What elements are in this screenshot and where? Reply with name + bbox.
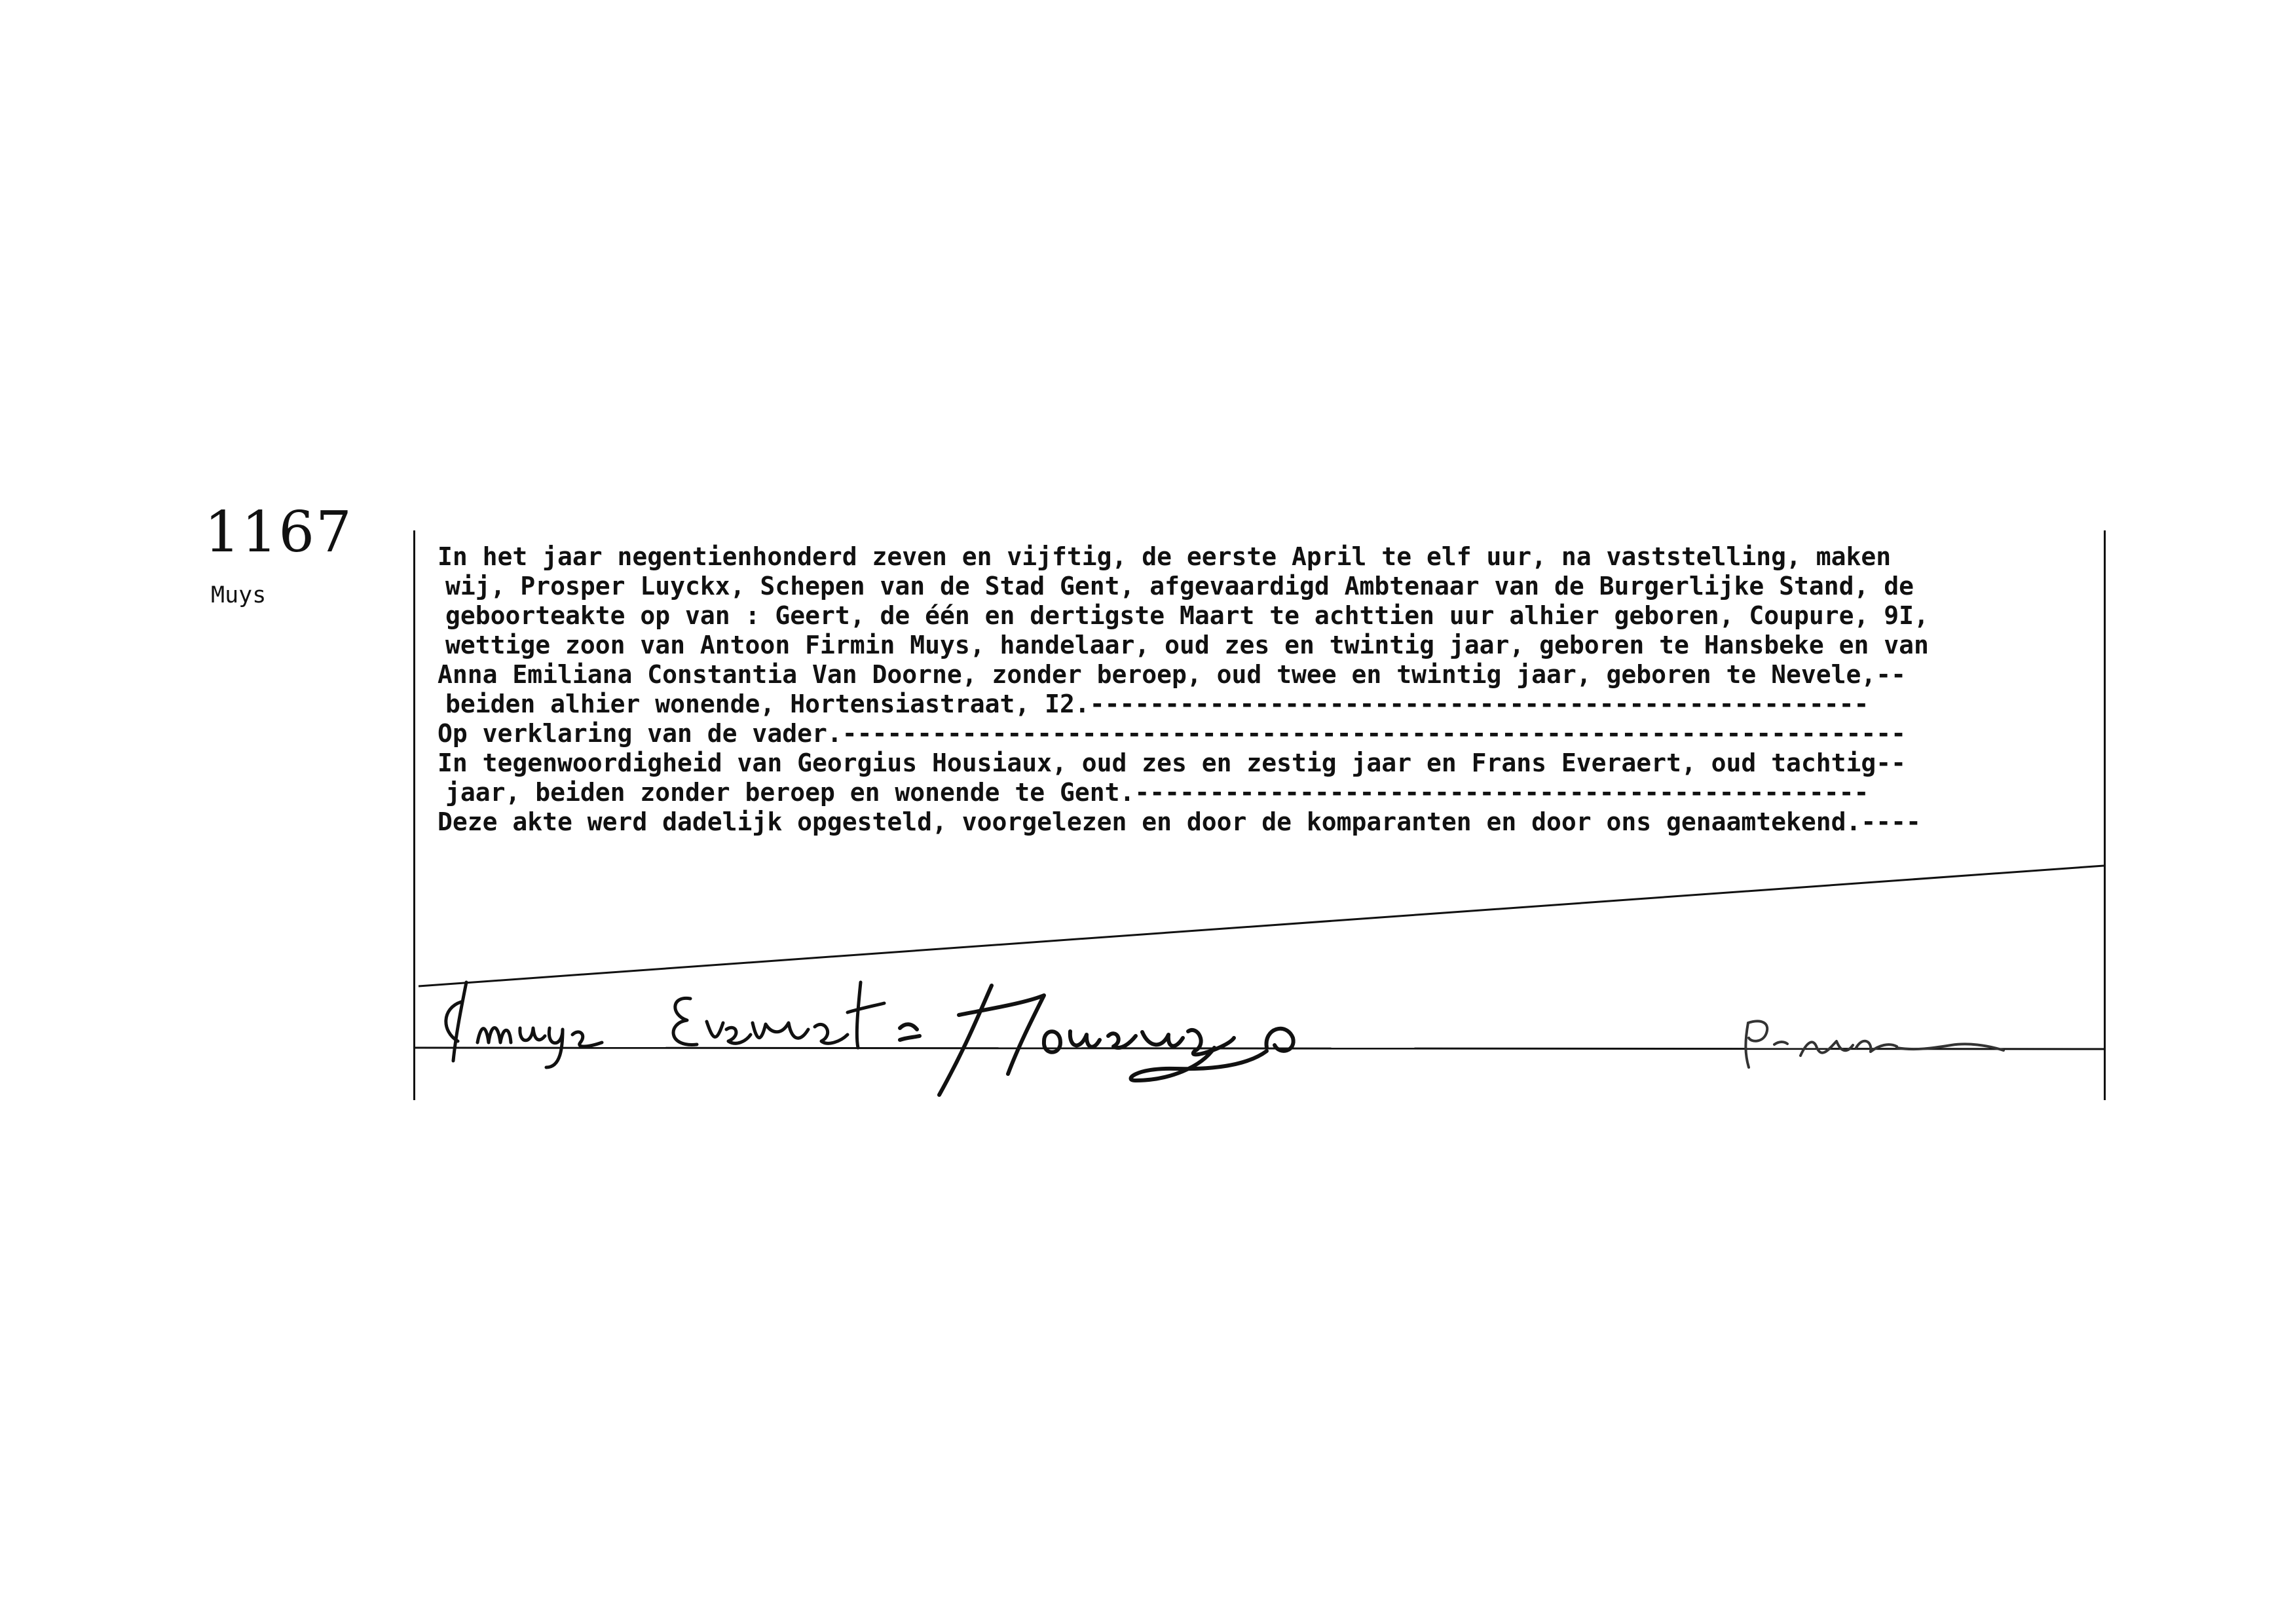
act-line-10: Deze akte werd dadelijk opgesteld, voorgelezen en door de komparanten en door ons genaamtekend.---- bbox=[438, 807, 1921, 836]
act-number: 1167 bbox=[204, 500, 353, 565]
signature-officer bbox=[1745, 1021, 2004, 1067]
signature-witness-housiaux bbox=[900, 986, 1294, 1095]
signature-father bbox=[446, 982, 602, 1067]
closing-diagonal-line bbox=[419, 866, 2104, 986]
act-line-2: wij, Prosper Luyckx, Schepen van de Stad Gent, afgevaardigd Ambtenaar van de Burgerlijke Stand, de bbox=[445, 572, 1914, 600]
act-line-8: In tegenwoordigheid van Georgius Housiaux, oud zes en zestig jaar en Frans Everaert, oud tachtig-- bbox=[438, 748, 1907, 777]
signature-area bbox=[415, 851, 2104, 1100]
act-line-5: Anna Emiliana Constantia Van Doorne, zonder beroep, oud twee en twintig jaar, geboren te Nevele,-- bbox=[438, 660, 1907, 689]
act-line-7: Op verklaring van de vader.----------------------------------------------------------------------- bbox=[438, 719, 1907, 748]
margin-name: Muys bbox=[211, 582, 267, 608]
act-line-1: In het jaar negentienhonderd zeven en vijftig, de eerste April te elf uur, na vaststelling, maken bbox=[438, 542, 1892, 571]
act-line-4: wettige zoon van Antoon Firmin Muys, handelaar, oud zes en twintig jaar, geboren te Hansbeke en van bbox=[445, 631, 1929, 659]
signature-witness-everaert bbox=[673, 982, 884, 1048]
act-text-block bbox=[438, 542, 2114, 837]
act-line-3: geboorteakte op van : Geert, de één en dertigste Maart te achttien uur alhier geboren, Coupure, 9I, bbox=[445, 601, 1929, 630]
act-line-6: beiden alhier wonende, Hortensiastraat, I2.---------------------------------------------------- bbox=[445, 690, 1869, 718]
act-line-9: jaar, beiden zonder beroep en wonende te Gent.------------------------------------------------- bbox=[445, 778, 1869, 807]
